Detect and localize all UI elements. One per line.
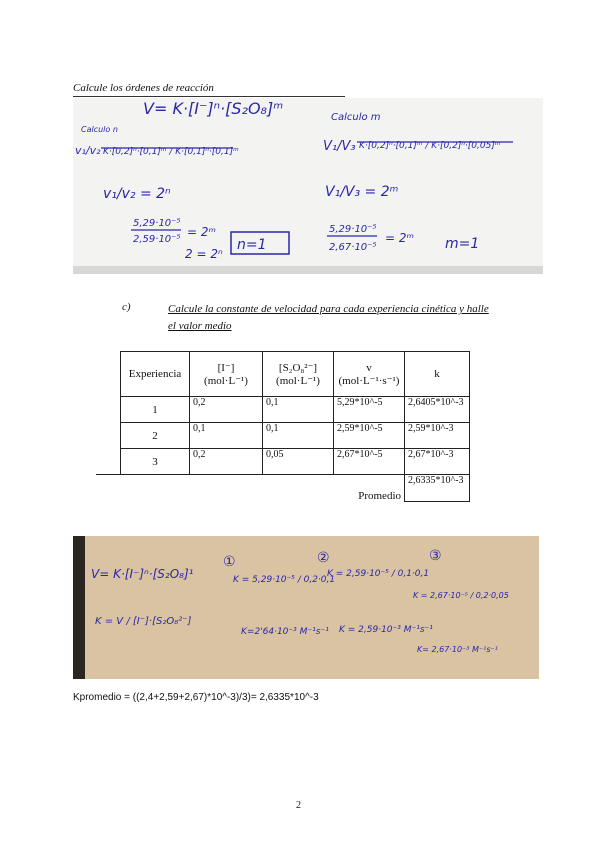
heading-rule	[73, 96, 345, 97]
calc-m-title: Calculo m	[331, 112, 381, 123]
cell-persulfate: 0,1	[263, 397, 334, 423]
header-v-label: v	[366, 361, 372, 374]
cell-iodide: 0,1	[190, 423, 263, 449]
cell-v: 2,59*10^-5	[334, 423, 405, 449]
header-k: k	[405, 352, 470, 397]
result-m: m=1	[445, 236, 480, 252]
cell-persulfate: 0,1	[263, 423, 334, 449]
handwritten-photo-orders	[73, 98, 543, 274]
calc1-expr: K = 5,29·10⁻⁵ / 0,2·0,1	[233, 575, 336, 585]
calc3-expr: K = 2,67·10⁻⁵ / 0,2·0,05	[413, 591, 509, 600]
cell-exp: 1	[121, 397, 190, 423]
cell-k: 2,67*10^-3	[405, 449, 470, 475]
right-numerator: 5,29·10⁻⁵	[329, 224, 377, 235]
ratio-m-expression: K·[0,2]ⁿ·[0,1]ᵐ / K·[0,2]ⁿ·[0,05]ᵐ	[359, 141, 501, 151]
cell-iodide: 0,2	[190, 449, 263, 475]
header-persulfate	[263, 352, 334, 397]
table-row	[121, 449, 470, 475]
photo-edge	[73, 536, 85, 679]
photo-edge	[73, 266, 543, 274]
header-v-unit: (mol·L⁻¹·s⁻¹)	[338, 374, 400, 387]
table-promedio-row	[121, 475, 470, 502]
ratio-v1-v2: v₁/v₂	[75, 144, 101, 157]
paper-background	[73, 536, 539, 679]
calc1-label: ①	[223, 554, 236, 570]
section-letter: c)	[122, 301, 131, 313]
calc-n-title: Calculo n	[81, 125, 118, 134]
cell-v: 5,29*10^-5	[334, 397, 405, 423]
blank-cell	[190, 475, 263, 502]
eq-n: v₁/v₂ = 2ⁿ	[103, 186, 171, 202]
cell-k: 2,59*10^-3	[405, 423, 470, 449]
header-experiencia: Experiencia	[121, 352, 190, 397]
ratio-n-expression: K·[0,2]ⁿ·[0,1]ᵐ / K·[0,1]ⁿ·[0,1]ᵐ	[103, 147, 239, 157]
rate-law-text: V= K·[I⁻]ⁿ·[S₂O₈]ᵐ	[143, 99, 284, 118]
cell-persulfate: 0,05	[263, 449, 334, 475]
result-n: n=1	[237, 237, 267, 253]
calc1-result: K=2'64·10⁻³ M⁻¹s⁻¹	[241, 627, 329, 637]
ratio-v1-v3: V₁/V₃	[323, 139, 356, 154]
calc2-label: ②	[317, 550, 330, 566]
eq-m: V₁/V₃ = 2ᵐ	[325, 184, 399, 200]
left-denominator: 2,59·10⁻⁵	[133, 234, 181, 245]
header-iodide-unit: (mol·L⁻¹)	[204, 375, 248, 387]
header-v	[334, 352, 405, 397]
section-heading-orders: Calcule los órdenes de reacción	[73, 82, 214, 94]
handwritten-photo-rate-constants	[73, 536, 539, 679]
cell-iodide: 0,2	[190, 397, 263, 423]
cell-v: 2,67*10^-5	[334, 449, 405, 475]
right-eq2: = 2ᵐ	[385, 231, 414, 245]
header-persulfate-label: [S₂O₈²⁻]	[278, 362, 318, 374]
table-row	[121, 397, 470, 423]
right-denominator: 2,67·10⁻⁵	[329, 242, 377, 253]
left-eq2: = 2ᵐ	[187, 225, 216, 239]
left-numerator: 5,29·10⁻⁵	[133, 218, 181, 229]
cell-exp: 3	[121, 449, 190, 475]
table-header-row	[121, 352, 470, 397]
left-eq3: 2 = 2ⁿ	[185, 247, 223, 261]
rate-constant-table	[120, 351, 470, 502]
kpromedio-formula: Kpromedio = ((2,4+2,59+2,67)*10^-3)/3)= 2,6335*10^-3	[73, 692, 319, 703]
blank-cell	[263, 475, 334, 502]
section-title-rate-constant: Calcule la constante de velocidad para cada experiencia cinética y halle el valor medio	[168, 303, 489, 332]
page-number: 2	[296, 800, 301, 811]
rate-law-text-2: V= K·[I⁻]ⁿ·[S₂O₈]¹	[91, 567, 194, 581]
table-row	[121, 423, 470, 449]
promedio-label: Promedio	[358, 489, 401, 502]
header-iodide	[190, 352, 263, 397]
header-persulfate-unit: (mol·L⁻¹)	[276, 375, 320, 387]
promedio-value: 2,6335*10^-3	[405, 475, 470, 502]
calc3-result: K= 2,67·10⁻³ M⁻¹s⁻¹	[417, 645, 498, 654]
calc3-label: ③	[429, 548, 442, 564]
calc2-result: K = 2,59·10⁻³ M⁻¹s⁻¹	[339, 625, 433, 635]
header-iodide-label: [I⁻]	[217, 362, 235, 374]
blank-cell	[121, 475, 190, 502]
table-divider	[96, 474, 408, 475]
k-formula: K = V / [I⁻]·[S₂O₈²⁻]	[95, 616, 192, 627]
cell-k: 2,6405*10^-3	[405, 397, 470, 423]
calc2-expr: K = 2,59·10⁻⁵ / 0,1·0,1	[327, 569, 430, 579]
cell-exp: 2	[121, 423, 190, 449]
